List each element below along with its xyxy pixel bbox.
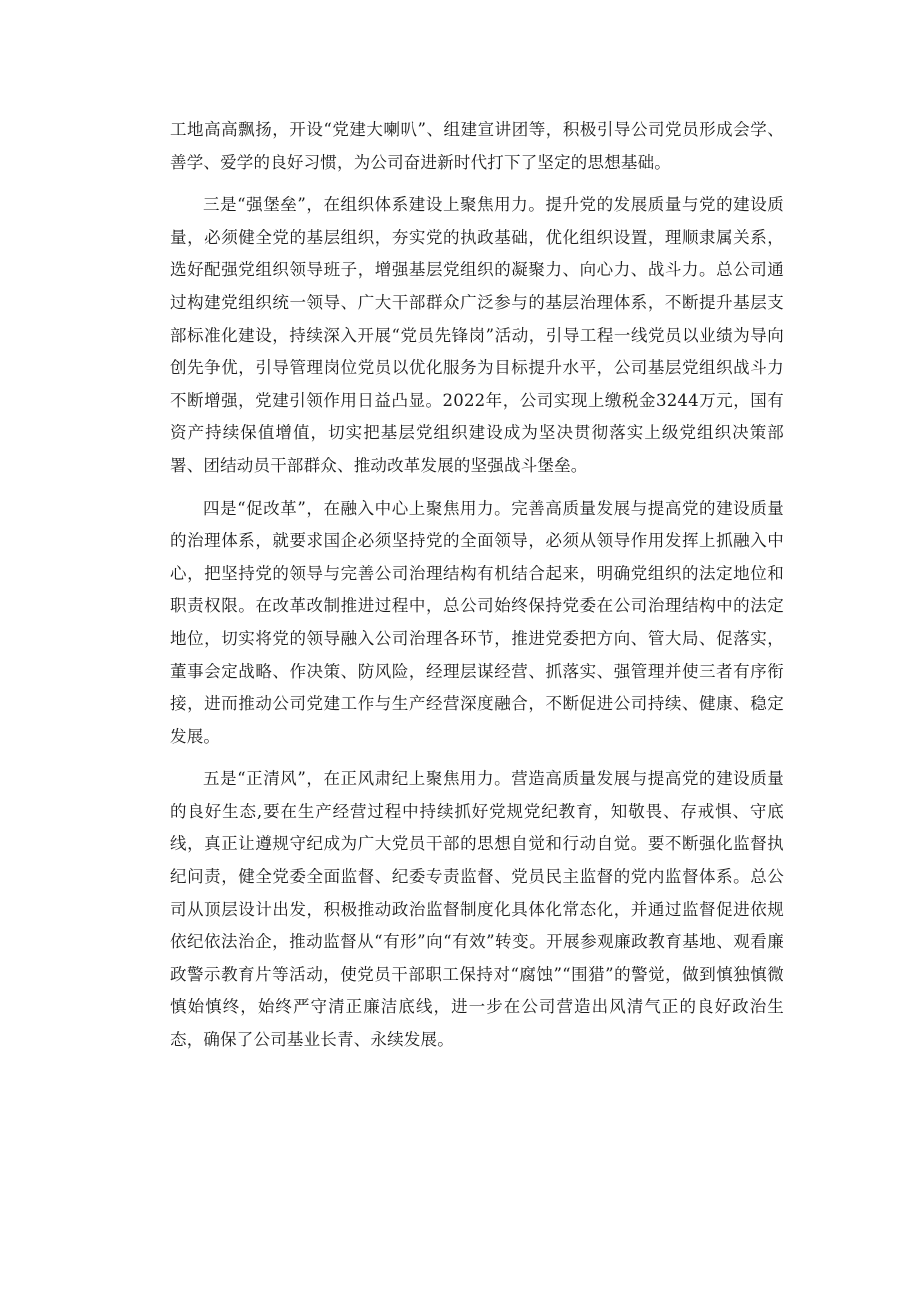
paragraph-point-five: 五是“正清风”，在正风肃纪上聚焦用力。营造高质量发展与提高党的建设质量的良好生态,要在生产经营过程中持续抓好党规党纪教育，知敬畏、存戒惧、守底线，真正让遵规守纪成为广大党员干部的思想自觉和行动自觉。要不断强化监督执纪问责，健全党委全面监督、纪委专责监督、党员民主监督的党内监督体系。总公司从顶层设计出发，积极推动政治监督制度化具体化常态化，并通过监督促进依规依纪依法治企，推动监督从“有形”向“有效”转变。开展参观廉政教育基地、观看廉政警示教育片等活动，使党员干部职工保持对“腐蚀”“围猎”的警觉，做到慎独慎微慎始慎终，始终严守清正廉洁底线，进一步在公司营造出风清气正的良好政治生态，确保了公司基业长青、永续发展。 (170, 769, 784, 1050)
paragraph-point-three: 三是“强堡垒”，在组织体系建设上聚焦用力。提升党的发展质量与党的建设质量，必须健全党的基层组织，夯实党的执政基础，优化组织设置，理顺隶属关系，选好配强党组织领导班子，增强基层党组织的凝聚力、向心力、战斗力。总公司通过构建党组织统一领导、广大干部群众广泛参与的基层治理体系，不断提升基层支部标准化建设，持续深入开展“党员先锋岗”活动，引导工程一线党员以业绩为导向创先争优，引导管理岗位党员以优化服务为目标提升水平，公司基层党组织战斗力不断增强，党建引领作用日益凸显。2022年，公司实现上缴税金3244万元，国有资产持续保值增值，切实把基层党组织建设成为坚决贯彻落实上级党组织决策部署、团结动员干部群众、推动改革发展的坚强战斗堡垒。 (170, 195, 784, 475)
document-page (170, 114, 784, 1067)
paragraph-continuation: 工地高高飘扬，开设“党建大喇叭”、组建宣讲团等，积极引导公司党员形成会学、善学、爱学的良好习惯，为公司奋进新时代打下了坚定的思想基础。 (170, 120, 784, 172)
paragraph-point-four: 四是“促改革”，在融入中心上聚焦用力。完善高质量发展与提高党的建设质量的治理体系，就要求国企必须坚持党的全面领导，必须从领导作用发挥上抓融入中心，把坚持党的领导与完善公司治理结构有机结合起来，明确党组织的法定地位和职责权限。在改革改制推进过程中，总公司始终保持党委在公司治理结构中的法定地位，切实将党的领导融入公司治理各环节，推进党委把方向、管大局、促落实，董事会定战略、作决策、防风险，经理层谋经营、抓落实、强管理并使三者有序衔接，进而推动公司党建工作与生产经营深度融合，不断促进公司持续、健康、稳定发展。 (170, 498, 784, 746)
